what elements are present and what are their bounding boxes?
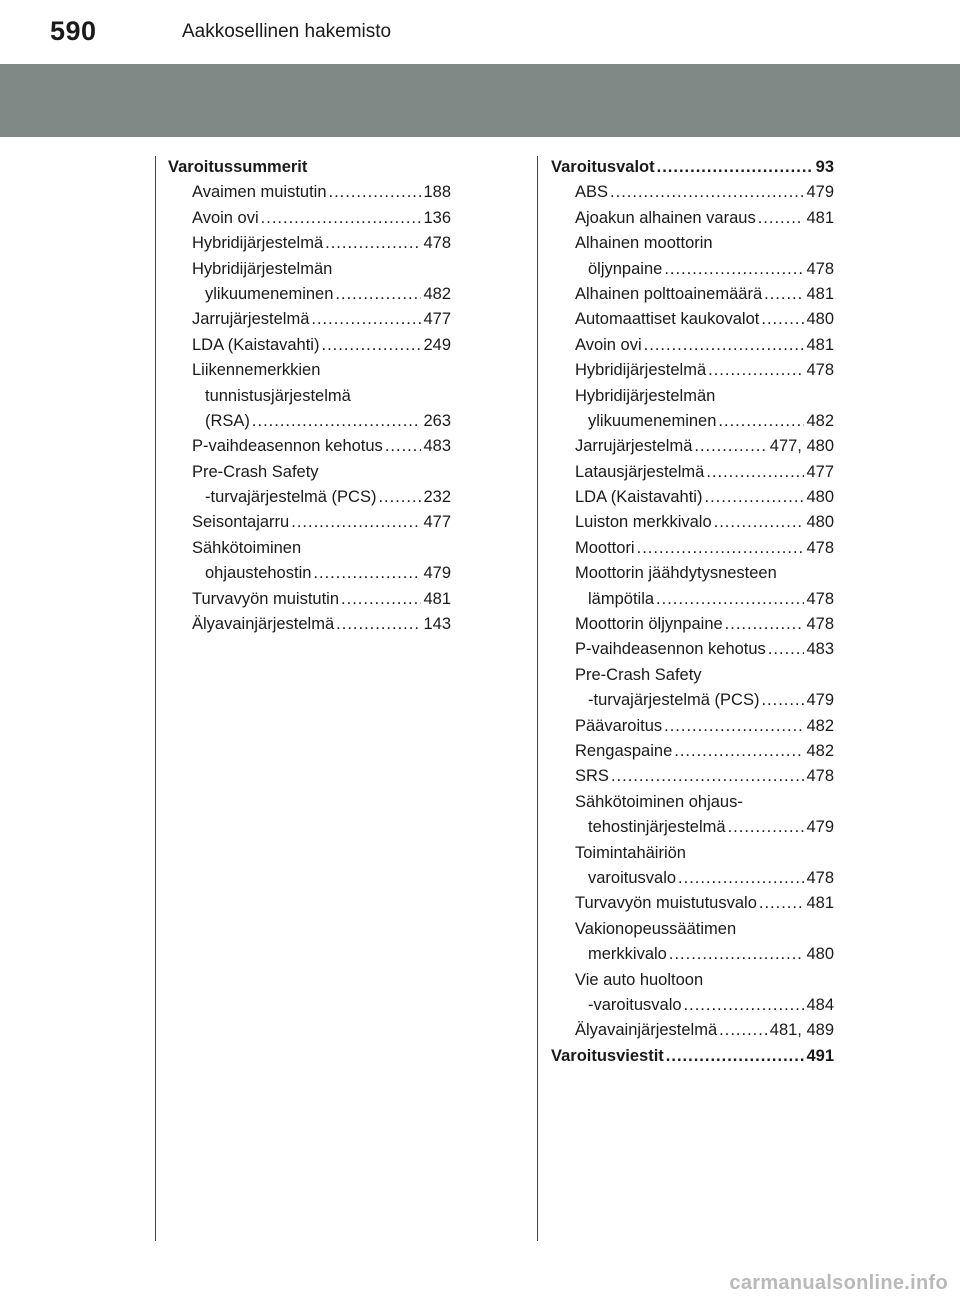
dot-leader <box>666 1044 805 1069</box>
index-entry <box>168 358 451 383</box>
index-entry <box>551 510 834 535</box>
index-entry-label: Turvavyön muistutin <box>192 589 340 608</box>
index-entry <box>168 434 451 459</box>
index-entry-page: 479 <box>806 183 834 202</box>
index-entry-page: 478 <box>806 538 834 557</box>
index-entry-label: LDA (Kaistavahti) <box>192 335 320 354</box>
page-header <box>0 0 960 64</box>
index-entry-page: 263 <box>423 411 451 430</box>
index-entry <box>551 561 834 586</box>
dot-leader <box>335 282 421 307</box>
index-entry-label: Moottorin jäähdytysnesteen <box>575 564 777 583</box>
index-entry-label: Pre-Crash Safety <box>192 462 319 481</box>
index-entry-page: 477 <box>806 462 834 481</box>
index-entry-page: 481, 489 <box>769 1021 834 1040</box>
index-entry-page: 479 <box>806 818 834 837</box>
index-entry-label: Hybridijärjestelmän <box>575 386 716 405</box>
index-entry-page: 478 <box>423 234 451 253</box>
dot-leader <box>708 358 804 383</box>
watermark: carmanualsonline.info <box>729 1272 948 1294</box>
index-entry <box>168 231 451 256</box>
index-entry <box>551 231 834 256</box>
index-entry <box>168 180 451 205</box>
dot-leader <box>329 180 422 205</box>
index-entry <box>168 333 451 358</box>
index-entry-label: Älyavainjärjestelmä <box>575 1021 718 1040</box>
index-entry-page: 484 <box>806 995 834 1014</box>
index-entry-page: 491 <box>806 1046 834 1065</box>
index-entry-label: Varoitussummerit <box>168 158 308 176</box>
index-entry <box>551 993 834 1018</box>
index-entry-page: 93 <box>815 158 834 176</box>
index-entry <box>551 688 834 713</box>
index-entry-page: 143 <box>423 615 451 634</box>
index-entry <box>551 409 834 434</box>
index-entry-label: Moottori <box>575 538 635 557</box>
dot-leader <box>325 231 421 256</box>
index-entry-label: LDA (Kaistavahti) <box>575 488 703 507</box>
index-entry <box>551 790 834 815</box>
dot-leader <box>321 333 421 358</box>
dot-leader <box>759 891 805 916</box>
dot-leader <box>728 815 805 840</box>
index-entry-label: öljynpaine <box>588 259 663 278</box>
index-entry-page: 478 <box>806 259 834 278</box>
index-entry-label: -turvajärjestelmä (PCS) <box>588 691 760 710</box>
dot-leader <box>261 206 422 231</box>
index-entry-label: Päävaroitus <box>575 716 663 735</box>
index-entry-label: Moottorin öljynpaine <box>575 615 723 634</box>
index-entry-page: 483 <box>423 437 451 456</box>
dot-leader <box>758 206 805 231</box>
index-entry-label: Ajoakun alhainen varaus <box>575 208 756 227</box>
index-entry-page: 481 <box>806 208 834 227</box>
dot-leader <box>719 1018 768 1043</box>
index-entry-label: -turvajärjestelmä (PCS) <box>205 488 377 507</box>
left-column-rule <box>155 156 156 1241</box>
index-entry-label: Hybridijärjestelmä <box>192 234 324 253</box>
index-entry-label: Avoin ovi <box>575 335 642 354</box>
dot-leader <box>684 993 805 1018</box>
index-entry-page: 478 <box>806 615 834 634</box>
index-entry-label: Latausjärjestelmä <box>575 462 705 481</box>
index-entry-label: Pre-Crash Safety <box>575 665 702 684</box>
index-entry <box>551 434 834 459</box>
index-entry <box>551 1018 834 1043</box>
index-entry <box>551 282 834 307</box>
index-entry-page: 480 <box>806 310 834 329</box>
index-entry-page: 480 <box>806 488 834 507</box>
index-entry-page: 481 <box>806 284 834 303</box>
index-entry <box>551 968 834 993</box>
dot-leader <box>718 409 804 434</box>
index-entry <box>551 180 834 205</box>
dot-leader <box>664 714 804 739</box>
dot-leader <box>678 866 804 891</box>
index-entry <box>168 510 451 535</box>
index-entry-label: Vie auto huoltoon <box>575 970 704 989</box>
dot-leader <box>385 434 422 459</box>
dot-leader <box>725 612 805 637</box>
header-band <box>0 64 960 137</box>
index-entry-page: 481 <box>806 894 834 913</box>
dot-leader <box>611 764 805 789</box>
index-entry-label: Jarrujärjestelmä <box>575 437 693 456</box>
dot-leader <box>761 307 804 332</box>
index-entry <box>551 257 834 282</box>
index-entry <box>551 612 834 637</box>
index-column-right <box>551 155 834 1069</box>
index-entry-page: 482 <box>806 716 834 735</box>
index-entry-label: Luiston merkkivalo <box>575 513 712 532</box>
index-entry-label: varoitusvalo <box>588 868 677 887</box>
index-entry-page: 483 <box>806 640 834 659</box>
index-entry-label: Liikennemerkkien <box>192 361 321 380</box>
index-entry <box>168 384 451 409</box>
dot-leader <box>764 282 804 307</box>
index-entry <box>551 333 834 358</box>
dot-leader <box>669 942 805 967</box>
index-entry <box>551 764 834 789</box>
index-entry-label: Avoin ovi <box>192 208 259 227</box>
index-entry <box>168 612 451 637</box>
page-number: 590 <box>50 16 97 46</box>
index-entry <box>168 409 451 434</box>
dot-leader <box>714 510 805 535</box>
index-entry-page: 136 <box>423 208 451 227</box>
index-entry <box>168 561 451 586</box>
index-entry-page: 478 <box>806 868 834 887</box>
index-entry <box>168 206 451 231</box>
index-entry <box>168 485 451 510</box>
index-entry <box>551 815 834 840</box>
index-entry-page: 477, 480 <box>769 437 834 456</box>
index-entry-label: P-vaihdeasennon kehotus <box>575 640 766 659</box>
dot-leader <box>644 333 805 358</box>
dot-leader <box>706 460 804 485</box>
index-entry <box>551 358 834 383</box>
dot-leader <box>761 688 804 713</box>
dot-leader <box>336 612 421 637</box>
index-entry <box>168 587 451 612</box>
index-entry-label: Hybridijärjestelmä <box>575 361 707 380</box>
index-entry <box>551 460 834 485</box>
dot-leader <box>694 434 767 459</box>
index-entry <box>551 485 834 510</box>
index-entry <box>551 917 834 942</box>
index-entry-page: 482 <box>423 284 451 303</box>
dot-leader <box>313 561 421 586</box>
index-entry <box>551 891 834 916</box>
index-entry <box>168 307 451 332</box>
index-entry-page: 480 <box>806 945 834 964</box>
index-entry-label: Vakionopeussäätimen <box>575 919 737 938</box>
index-entry-page: 477 <box>423 310 451 329</box>
index-entry-label: Alhainen moottorin <box>575 234 713 253</box>
index-entry-page: 481 <box>423 589 451 608</box>
index-entry-label: tehostinjärjestelmä <box>588 818 726 837</box>
index-column-left <box>168 155 451 637</box>
index-entry-page: 478 <box>806 767 834 786</box>
dot-leader <box>252 409 422 434</box>
index-entry-page: 479 <box>806 691 834 710</box>
index-entry-page: 481 <box>806 335 834 354</box>
index-entry <box>168 460 451 485</box>
index-entry-label: Älyavainjärjestelmä <box>192 615 335 634</box>
index-entry-label: SRS <box>575 767 609 786</box>
index-entry-label: Seisontajarru <box>192 513 290 532</box>
index-entry-label: Jarrujärjestelmä <box>192 310 310 329</box>
middle-column-rule <box>537 156 538 1241</box>
dot-leader <box>674 739 804 764</box>
index-entry <box>551 942 834 967</box>
index-entry-page: 478 <box>806 361 834 380</box>
index-entry <box>551 384 834 409</box>
index-entry-label: Automaattiset kaukovalot <box>575 310 760 329</box>
index-entry <box>551 637 834 662</box>
index-entry-label: ohjaustehostin <box>205 564 312 583</box>
dot-leader <box>378 485 421 510</box>
dot-leader <box>704 485 804 510</box>
dot-leader <box>637 536 805 561</box>
index-entry <box>551 841 834 866</box>
index-entry-page: 477 <box>423 513 451 532</box>
index-entry-page: 482 <box>806 741 834 760</box>
index-entry <box>168 282 451 307</box>
dot-leader <box>664 257 804 282</box>
index-entry-label: Rengaspaine <box>575 741 673 760</box>
index-entry <box>168 155 451 180</box>
index-entry-label: Turvavyön muistutusvalo <box>575 894 757 913</box>
index-entry-label: Varoitusviestit <box>551 1046 664 1065</box>
index-entry <box>551 536 834 561</box>
index-entry-page: 249 <box>423 335 451 354</box>
index-entry-label: -varoitusvalo <box>588 995 682 1014</box>
index-entry-label: P-vaihdeasennon kehotus <box>192 437 383 456</box>
index-entry <box>168 536 451 561</box>
index-entry-label: Alhainen polttoainemäärä <box>575 284 763 303</box>
dot-leader <box>656 587 804 612</box>
dot-leader <box>341 587 421 612</box>
index-entry <box>551 714 834 739</box>
index-entry-label: Avaimen muistutin <box>192 183 327 202</box>
index-entry <box>551 307 834 332</box>
index-entry-label: Sähkötoiminen ohjaus- <box>575 792 743 811</box>
index-entry-label: lämpötila <box>588 589 655 608</box>
index-entry-label: merkkivalo <box>588 945 667 964</box>
index-entry <box>551 206 834 231</box>
dot-leader <box>291 510 421 535</box>
index-entry-label: ylikuumeneminen <box>205 284 334 303</box>
index-entry <box>551 587 834 612</box>
index-entry-label: Varoitusvalot <box>551 158 655 176</box>
index-entry-label: Hybridijärjestelmän <box>192 259 333 278</box>
index-entry-label: ylikuumeneminen <box>588 411 717 430</box>
index-entry <box>551 739 834 764</box>
index-entry-label: ABS <box>575 183 609 202</box>
index-entry-page: 480 <box>806 513 834 532</box>
index-entry <box>168 257 451 282</box>
index-entry-label: (RSA) <box>205 411 250 430</box>
index-entry <box>551 155 834 180</box>
dot-leader <box>768 637 805 662</box>
dot-leader <box>311 307 421 332</box>
dot-leader <box>657 155 814 180</box>
index-entry-page: 232 <box>423 488 451 507</box>
index-entry-page: 482 <box>806 411 834 430</box>
index-entry <box>551 866 834 891</box>
index-entry <box>551 1044 834 1069</box>
index-entry-label: Sähkötoiminen <box>192 538 302 557</box>
index-entry-label: tunnistusjärjestelmä <box>205 386 351 405</box>
index-entry <box>551 663 834 688</box>
index-entry-page: 479 <box>423 564 451 583</box>
index-entry-page: 478 <box>806 589 834 608</box>
index-entry-label: Toimintahäiriön <box>575 843 686 862</box>
section-title: Aakkosellinen hakemisto <box>182 21 392 42</box>
dot-leader <box>610 180 804 205</box>
index-entry-page: 188 <box>423 183 451 202</box>
